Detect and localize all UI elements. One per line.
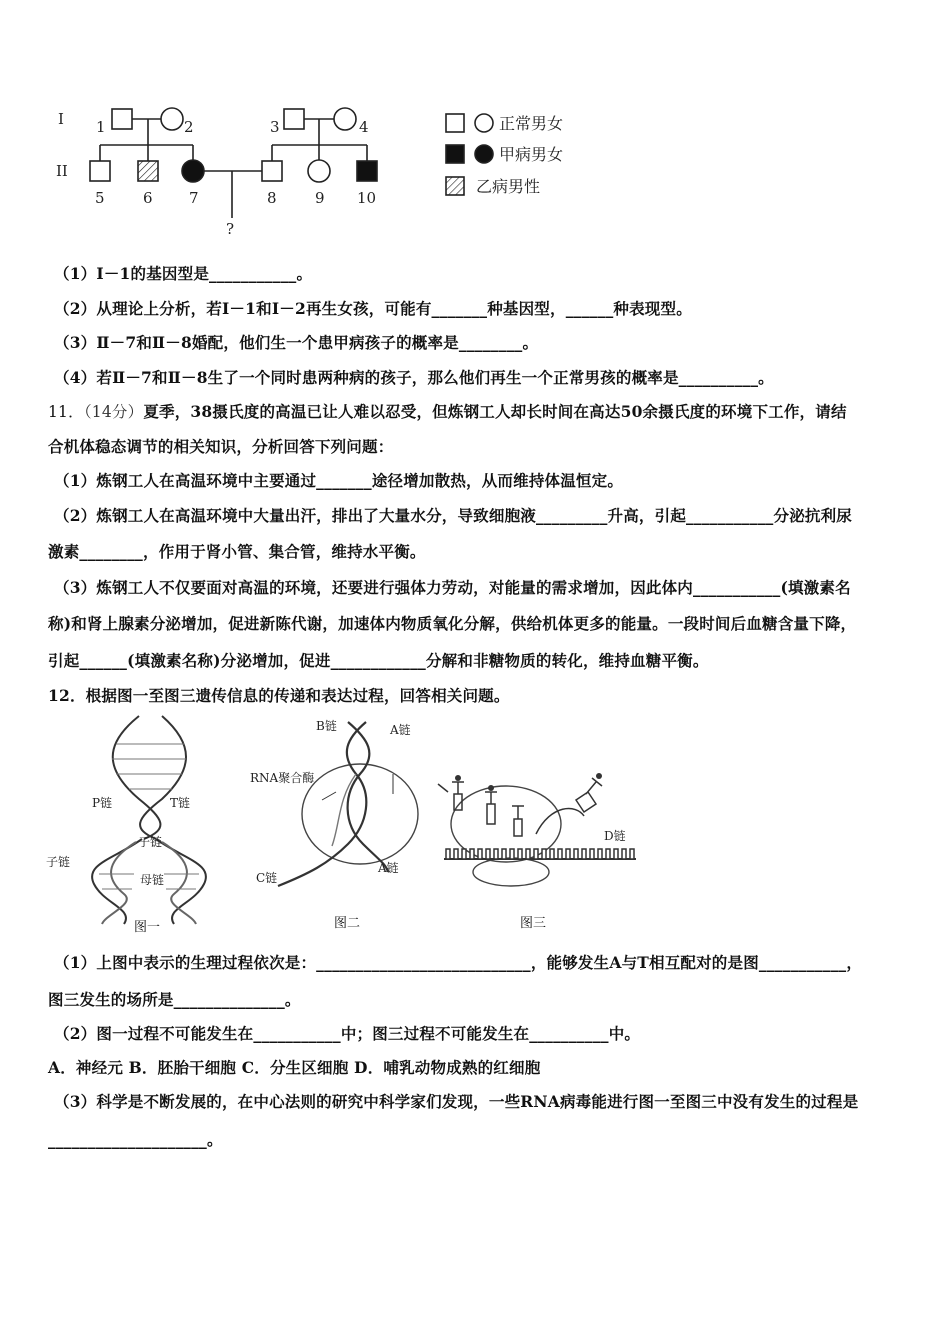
legend-disease-a: 甲病男女 [499,145,564,164]
fig1-caption: 图一 [134,920,161,935]
q12-part1: （1）上图中表示的生理过程依次是：___________________________，能够发生A与T相互配对的是图___________， [54,953,863,972]
individual-label: 3 [270,118,280,136]
figure-1-dna-replication [44,714,244,934]
individual-label: 4 [359,118,369,136]
individual-label: 10 [357,189,377,207]
q11-intro-cont: 合机体稳态调节的相关知识，分析回答下列问题： [48,437,394,456]
offspring-question-mark: ? [226,220,235,238]
q10-part4: （4）若Ⅱ－7和Ⅱ－8生了一个同时患两种病的孩子，那么他们再生一个正常男孩的概率是__________。 [54,368,774,387]
fig2-label-a-strand-bottom: A链 [378,861,399,875]
q12-intro: 12．根据图一至图三遗传信息的传递和表达过程，回答相关问题。 [48,686,510,705]
individual-label: 1 [96,118,106,136]
q12-options: A．神经元 B．胚胎干细胞 C．分生区细胞 D．哺乳动物成熟的红细胞 [48,1058,541,1077]
fig1-label-p-strand: P链 [92,796,113,810]
figure-3-translation [436,764,646,889]
individual-label: 7 [189,189,199,207]
individual-label: 6 [143,189,153,207]
fig1-label-mother-strand: 母链 [140,873,165,887]
fig2-label-a-strand-top: A链 [390,723,411,737]
q12-part2: （2）图一过程不可能发生在___________中；图三过程不可能发生在__________中。 [54,1024,641,1043]
fig1-label-t-strand: T链 [170,796,191,810]
individual-label: 5 [95,189,105,207]
q11-intro [48,400,847,422]
q12-part3: （3）科学是不断发展的，在中心法则的研究中科学家们发现，一些RNA病毒能进行图一至图三中没有发生的过程是 [54,1092,859,1111]
individual-label: 2 [184,118,194,136]
legend-disease-b: 乙病男性 [476,177,541,196]
fig2-label-rna-polymerase: RNA聚合酶 [250,771,315,785]
fig3-label-d-strand: D链 [604,829,626,843]
q12-part1-cont: 图三发生的场所是______________。 [48,990,301,1009]
q11-part3-cont1: 称)和肾上腺素分泌增加，促进新陈代谢，加速体内物质氧化分解，供给机体更多的能量。一段时间后血糖含量下降， [48,614,857,633]
fig1-label-daughter-strand: 子链 [46,855,71,869]
legend-normal: 正常男女 [499,114,564,133]
q11-part3: （3）炼钢工人不仅要面对高温的环境，还要进行强体力劳动，对能量的需求增加，因此体内___________(填激素名 [54,578,851,597]
q10-part3: （3）Ⅱ－7和Ⅱ－8婚配，他们生一个患甲病孩子的概率是________。 [54,333,539,352]
q11-part2-cont: 激素________，作用于肾小管、集合管，维持水平衡。 [48,542,426,561]
q11-part1: （1）炼钢工人在高温环境中主要通过_______途径增加散热，从而维持体温恒定。 [54,471,624,490]
q10-part1: （1）Ⅰ－1的基因型是___________。 [54,264,313,283]
fig3-caption: 图三 [520,916,547,931]
q11-part3-cont2: 引起______(填激素名称)分泌增加，促进____________分解和非糖物质的转化，维持血糖平衡。 [48,651,709,670]
fig2-label-b-strand: B链 [316,719,337,733]
fig2-label-c-strand: C链 [256,871,278,885]
pedigree-chart [48,100,608,245]
figure-2-transcription [248,714,428,904]
generation-label-2: II [56,162,68,180]
q10-part2: （2）从理论上分析，若Ⅰ－1和Ⅰ－2再生女孩，可能有_______种基因型，______种表现型。 [54,299,692,318]
fig2-caption: 图二 [334,916,361,931]
q11-score: （14分） [83,403,144,421]
generation-label-1: I [58,110,64,128]
individual-label: 8 [267,189,277,207]
fig1-label-daughter-strand: 子链 [138,835,163,849]
q11-intro-text: 夏季，38摄氏度的高温已让人难以忍受，但炼钢工人却长时间在高达50余摄氏度的环境下工作，请结 [143,402,847,421]
individual-label: 9 [315,189,325,207]
q11-number: 11． [48,403,84,421]
q12-part3-cont: ____________________。 [48,1130,223,1149]
q11-part2: （2）炼钢工人在高温环境中大量出汗，排出了大量水分，导致细胞液_________升高，引起___________分泌抗利尿 [54,506,852,525]
